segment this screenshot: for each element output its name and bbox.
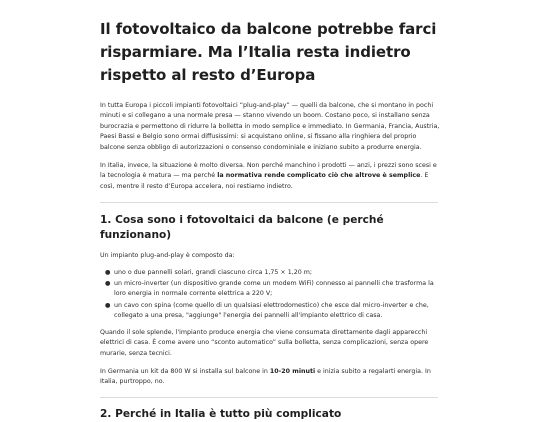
list-item-text: un cavo con spina (come quello di un qualsiasi elettrodomestico) che esce dal micro-inverter e che, collegato a una presa, "aggiunge" l'energia dei pannelli all'impianto elettrico di casa. xyxy=(114,301,429,320)
germany-paragraph-text-end: e inizia subito a regalarti energia. In Italia, purtroppo, no. xyxy=(100,367,431,386)
list-item-text: uno o due pannelli solari, grandi ciascuno circa 1,75 × 1,20 m; xyxy=(114,268,312,276)
section-1-paragraph: Quando il sole splende, l'impianto produce energia che viene consumata direttamente dagli apparecchi elettrici di casa. È come avere uno “sconto automatico” sulla bolletta, senza complicazioni, senza opere murarie, senza tecnici. xyxy=(100,328,429,357)
components-list xyxy=(100,268,440,322)
germany-paragraph xyxy=(100,367,440,388)
list-item xyxy=(105,301,440,322)
germany-paragraph-text-start: In Germania un kit da 800 W si installa sul balcone in xyxy=(100,367,270,375)
section-1-heading: 1. Cosa sono i fotovoltaici da balcone (e perché funzionano) xyxy=(100,214,384,242)
section-1-intro: Un impianto plug-and-play è composto da: xyxy=(100,252,235,260)
list-item xyxy=(105,279,440,300)
section-divider xyxy=(100,202,438,203)
lead-paragraph-1: In tutta Europa i piccoli impianti fotovoltaici “plug-and-play” — quelli da balcone, che si montano in pochi minuti e si collegano a una normale presa — stanno vivendo un boom. Costano poco, si installano senza burocrazia e permettono di ridurre la bolletta in modo semplice e immediato. In Germania, Francia, Austria, Paesi Bassi e Belgio sono ormai diffusissimi: si acquistano online, si fissano alla ringhiera del proprio balcone senza obbligo di autorizzazioni o consenso condominiale e iniziano subito a produrre energia. xyxy=(100,102,440,151)
lead-paragraph-2-text-start: In Italia, invece, la situazione è molto diversa. Non perché manchino i prodotti — anzi, i prezzi sono scesi e la tecnologia è matura — ma perché xyxy=(100,162,437,180)
section-divider xyxy=(100,397,438,398)
germany-paragraph-emphasis: 10-20 minuti xyxy=(269,367,316,375)
list-item-text: un micro-inverter (un dispositivo grande come un modem WiFi) connesso ai pannelli che trasforma la loro energia in normale corrente elettrica a 220 V; xyxy=(114,280,434,298)
bullet-icon: ● xyxy=(105,301,111,309)
lead-paragraph-2-emphasis: la normativa rende complicato ciò che altrove è semplice xyxy=(217,172,421,180)
lead-paragraph-2-text-end: . E così, mentre il resto d’Europa accelera, noi restiamo indietro. xyxy=(100,172,429,190)
article-title: Il fotovoltaico da balcone potrebbe farci risparmiare. Ma l’Italia resta indietro rispetto al resto d’Europa xyxy=(100,20,437,84)
section-2-heading: 2. Perché in Italia è tutto più complicato xyxy=(100,407,342,420)
lead-paragraph-2 xyxy=(100,161,440,192)
bullet-icon: ● xyxy=(105,280,111,288)
article xyxy=(100,0,440,422)
list-item xyxy=(105,268,440,278)
bullet-icon: ● xyxy=(105,268,111,276)
